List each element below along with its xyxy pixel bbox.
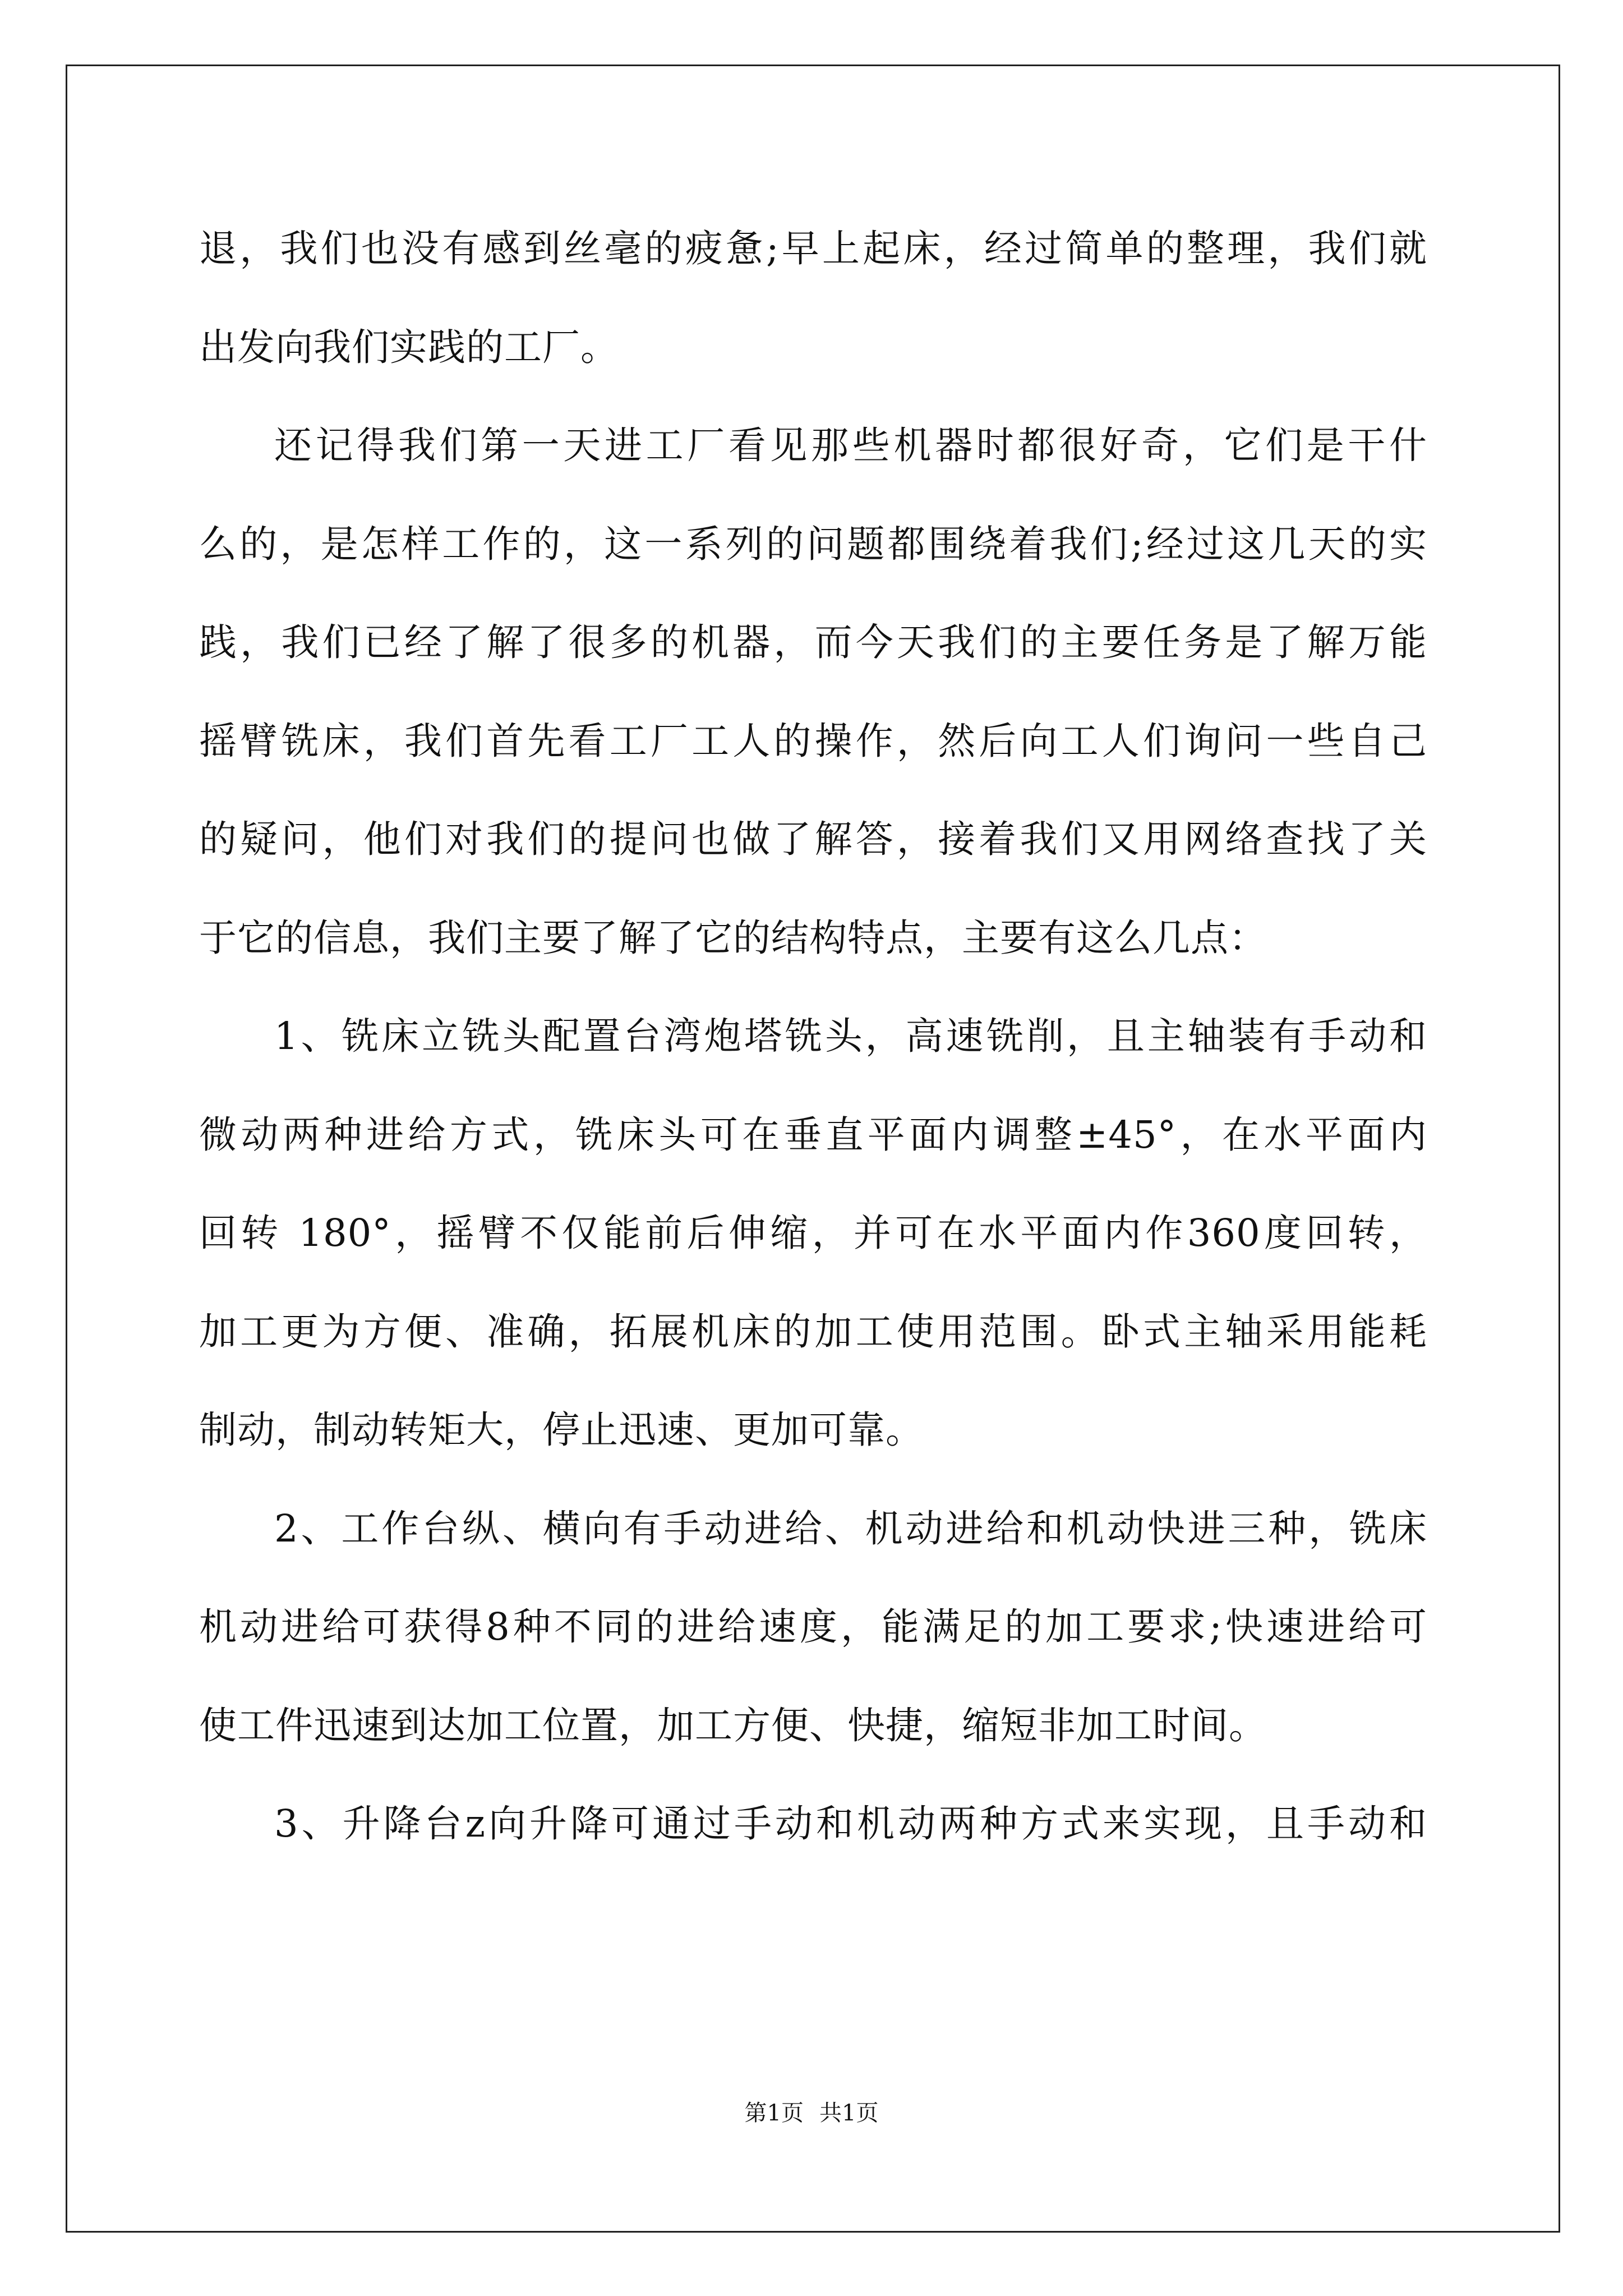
text-line: 使工件迅速到达加工位置，加工方便、快捷，缩短非加工时间。 [199, 1703, 1267, 1747]
text-line: 出发向我们实践的工厂。 [199, 325, 619, 369]
text-line: 退，我们也没有感到丝毫的疲惫;早上起床，经过简单的整理，我们就 [199, 227, 1427, 270]
text-line: 么的，是怎样工作的，这一系列的问题都围绕着我们;经过这几天的实 [199, 522, 1427, 566]
document-body [199, 200, 1427, 1874]
list-item-1-line: 1、铣床立铣头配置台湾炮塔铣头，高速铣削，且主轴装有手动和 [274, 1014, 1427, 1058]
page-number: 第1页 [744, 2100, 804, 2126]
text-line: 的疑问，他们对我们的提问也做了解答，接着我们又用网络查找了关 [199, 817, 1427, 861]
text-line: 加工更为方便、准确，拓展机床的加工使用范围。卧式主轴采用能耗 [199, 1309, 1427, 1354]
text-line: 制动，制动转矩大，停止迅速、更加可靠。 [199, 1408, 924, 1452]
list-item-2-line: 2、工作台纵、横向有手动进给、机动进给和机动快进三种，铣床 [274, 1506, 1427, 1550]
text-line: 于它的信息，我们主要了解了它的结构特点，主要有这么几点： [199, 915, 1267, 960]
text-line: 摇臂铣床，我们首先看工厂工人的操作，然后向工人们询问一些自己 [199, 719, 1427, 763]
text-line: 机动进给可获得8种不同的进给速度，能满足的加工要求;快速进给可 [199, 1605, 1427, 1649]
total-pages: 共1页 [819, 2100, 879, 2126]
text-line: 践，我们已经了解了很多的机器，而今天我们的主要任务是了解万能 [199, 620, 1427, 664]
page-footer [0, 2095, 1623, 2127]
list-item-3-line: 3、升降台z向升降可通过手动和机动两种方式来实现，且手动和 [274, 1802, 1427, 1846]
text-line: 回转 180°，摇臂不仅能前后伸缩，并可在水平面内作360度回转， [199, 1211, 1427, 1255]
paragraph-start-line: 还记得我们第一天进工厂看见那些机器时都很好奇，它们是干什 [274, 424, 1427, 467]
text-line: 微动两种进给方式，铣床头可在垂直平面内调整±45°，在水平面内 [199, 1112, 1427, 1157]
